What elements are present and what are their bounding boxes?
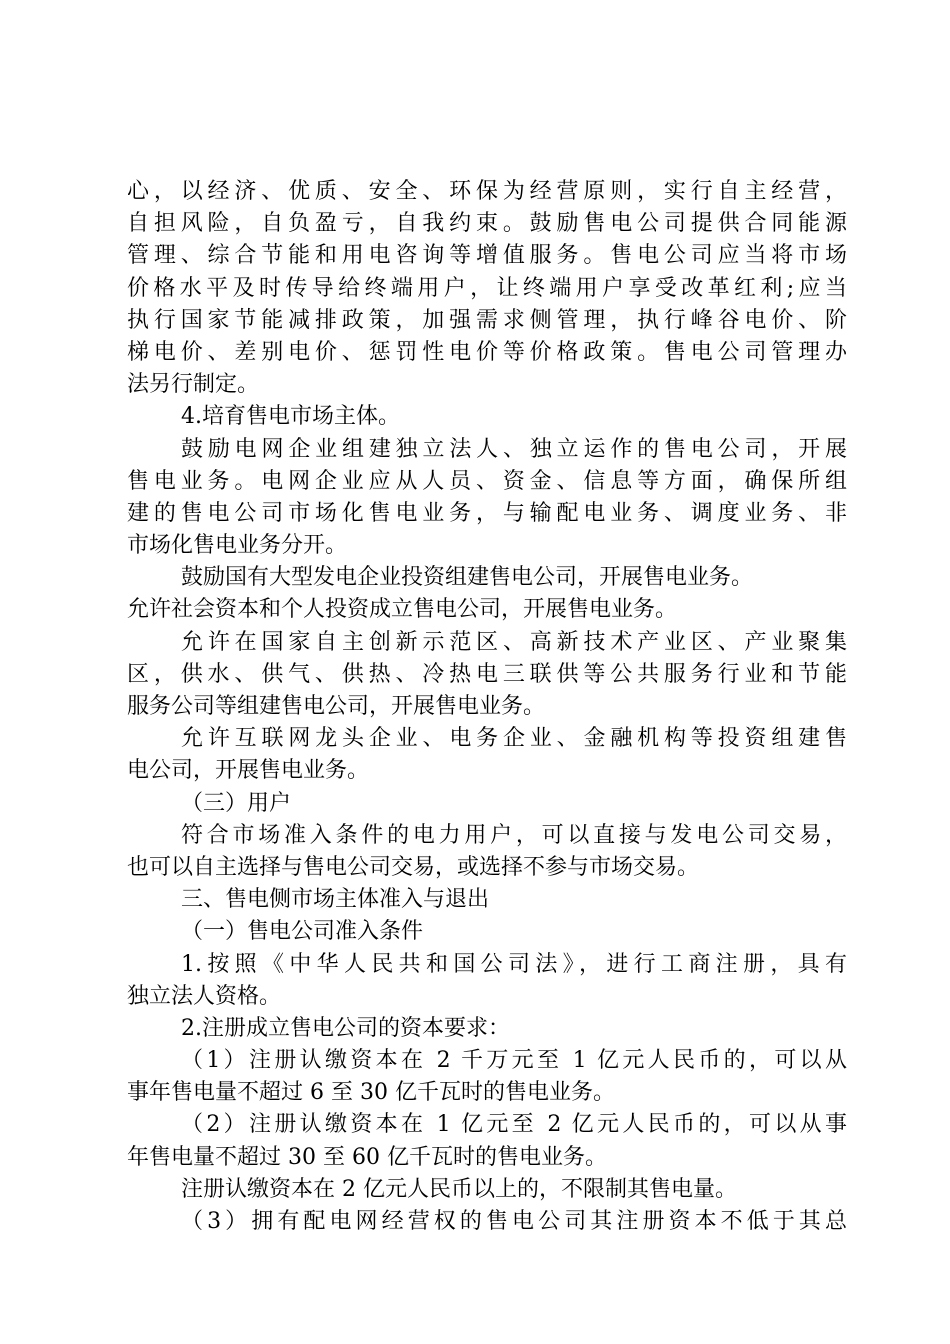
- text-line: 允许在国家自主创新示范区、高新技术产业区、产业聚集: [181, 629, 847, 655]
- text-line: 2.注册成立售电公司的资本要求：: [181, 1015, 510, 1041]
- text-line: 法另行制定。: [127, 372, 260, 398]
- text-line: 允许互联网龙头企业、电务企业、金融机构等投资组建售: [181, 726, 847, 752]
- text-line: 也可以自主选择与售电公司交易，或选择不参与市场交易。: [127, 854, 700, 880]
- text-line: （1）注册认缴资本在 2 千万元至 1 亿元人民币的，可以从: [181, 1048, 847, 1074]
- text-line: 价格水平及时传导给终端用户，让终端用户享受改革红利;应当: [127, 275, 847, 301]
- text-line: 市场化售电业务分开。: [127, 533, 348, 559]
- text-line: 事年售电量不超过 6 至 30 亿千瓦时的售电业务。: [127, 1080, 615, 1106]
- text-line: （2）注册认缴资本在 1 亿元至 2 亿元人民币的，可以从事: [181, 1112, 847, 1138]
- text-line: 服务公司等组建售电公司，开展售电业务。: [127, 694, 546, 719]
- text-line: 注册认缴资本在 2 亿元人民币以上的，不限制其售电量。: [181, 1176, 737, 1202]
- text-line: 鼓励国有大型发电企业投资组建售电公司，开展售电业务。: [181, 565, 754, 591]
- text-line: 售电业务。电网企业应从人员、资金、信息等方面，确保所组: [127, 468, 847, 494]
- text-line: 梯电价、差别电价、惩罚性电价等价格政策。售电公司管理办: [127, 339, 847, 365]
- text-line: 三、售电侧市场主体准入与退出: [181, 887, 490, 913]
- text-line: 1.按照《中华人民共和国公司法》，进行工商注册，具有: [181, 951, 847, 977]
- text-line: （一）售电公司准入条件: [181, 919, 424, 945]
- text-line: 心，以经济、优质、安全、环保为经营原则，实行自主经营，: [127, 179, 847, 204]
- text-line: 年售电量不超过 30 至 60 亿千瓦时的售电业务。: [127, 1144, 607, 1170]
- text-line: 电公司，开展售电业务。: [127, 758, 370, 784]
- text-line: 区，供水、供气、供热、冷热电三联供等公共服务行业和节能: [127, 661, 847, 687]
- text-line: 独立法人资格。: [127, 983, 282, 1009]
- text-line: 4.培育售电市场主体。: [181, 404, 400, 430]
- text-line: 鼓励电网企业组建独立法人、独立运作的售电公司，开展: [181, 436, 847, 462]
- body-text: [127, 176, 847, 1238]
- text-line: 管理、综合节能和用电咨询等增值服务。售电公司应当将市场: [127, 243, 847, 269]
- text-line: （三）用户: [181, 790, 292, 816]
- text-line: 建的售电公司市场化售电业务，与输配电业务、调度业务、非: [127, 500, 847, 526]
- text-line: 符合市场准入条件的电力用户，可以直接与发电公司交易，: [181, 822, 847, 848]
- text-line: （3）拥有配电网经营权的售电公司其注册资本不低于其总: [181, 1209, 847, 1234]
- text-line: 允许社会资本和个人投资成立售电公司，开展售电业务。: [127, 597, 678, 623]
- text-line: 执行国家节能减排政策，加强需求侧管理，执行峰谷电价、阶: [127, 307, 847, 333]
- text-line: 自担风险，自负盈亏，自我约束。鼓励售电公司提供合同能源: [127, 211, 847, 237]
